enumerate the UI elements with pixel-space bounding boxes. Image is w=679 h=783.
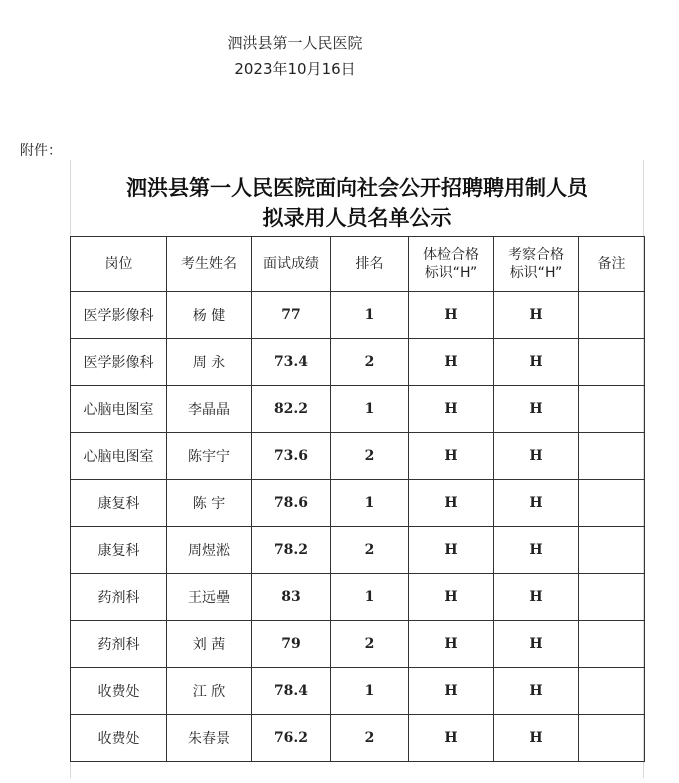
cell-name: 王远壘 [167, 574, 252, 621]
header-rank: 排名 [331, 237, 409, 292]
cell-remarks [579, 715, 645, 762]
cell-rank: 2 [331, 433, 409, 480]
table-row [71, 433, 645, 480]
cell-score: 73.6 [252, 433, 331, 480]
header-physical-line1: 体检合格 [423, 247, 479, 263]
cell-rank: 2 [331, 527, 409, 574]
cell-position: 康复科 [71, 527, 167, 574]
cell-rank: 2 [331, 339, 409, 386]
cell-rank: 1 [331, 480, 409, 527]
header-score: 面试成绩 [252, 237, 331, 292]
cell-remarks [579, 480, 645, 527]
cell-review: H [494, 433, 579, 480]
cell-review: H [494, 386, 579, 433]
cell-score: 78.6 [252, 480, 331, 527]
table-header-row [71, 237, 645, 292]
cell-review: H [494, 527, 579, 574]
header-position: 岗位 [71, 237, 167, 292]
issue-date: 2023年10月16日 [234, 60, 356, 78]
header-remarks: 备注 [579, 237, 645, 292]
cell-review: H [494, 339, 579, 386]
cell-remarks [579, 527, 645, 574]
cell-name: 周煜淞 [167, 527, 252, 574]
cell-physical: H [409, 527, 494, 574]
cell-rank: 1 [331, 292, 409, 339]
cell-review: H [494, 715, 579, 762]
header-name: 考生姓名 [167, 237, 252, 292]
header-review-line2: 标识“H” [509, 265, 563, 281]
cell-physical: H [409, 386, 494, 433]
cell-score: 78.4 [252, 668, 331, 715]
table-row [71, 386, 645, 433]
table-row [71, 527, 645, 574]
cell-score: 83 [252, 574, 331, 621]
cell-name: 江 欣 [167, 668, 252, 715]
header-physical [409, 237, 494, 292]
cell-rank: 1 [331, 386, 409, 433]
cell-remarks [579, 292, 645, 339]
cell-name: 刘 茜 [167, 621, 252, 668]
cell-position: 医学影像科 [71, 339, 167, 386]
cell-score: 73.4 [252, 339, 331, 386]
cell-rank: 1 [331, 574, 409, 621]
cell-position: 心脑电图室 [71, 433, 167, 480]
cell-name: 杨 健 [167, 292, 252, 339]
cell-name: 李晶晶 [167, 386, 252, 433]
cell-score: 77 [252, 292, 331, 339]
cell-remarks [579, 621, 645, 668]
cell-position: 医学影像科 [71, 292, 167, 339]
cell-remarks [579, 386, 645, 433]
cell-physical: H [409, 292, 494, 339]
table-row [71, 715, 645, 762]
cell-physical: H [409, 433, 494, 480]
cell-name: 周 永 [167, 339, 252, 386]
cell-position: 心脑电图室 [71, 386, 167, 433]
attachment-label: 附件： [20, 143, 62, 159]
cell-review: H [494, 621, 579, 668]
table-row [71, 574, 645, 621]
cell-physical: H [409, 574, 494, 621]
cell-position: 收费处 [71, 715, 167, 762]
cell-rank: 2 [331, 621, 409, 668]
cell-physical: H [409, 339, 494, 386]
cell-position: 药剂科 [71, 574, 167, 621]
cell-name: 陈宇宁 [167, 433, 252, 480]
cell-review: H [494, 668, 579, 715]
header-review-line1: 考察合格 [508, 247, 564, 263]
table-row [71, 621, 645, 668]
cell-physical: H [409, 715, 494, 762]
cell-position: 康复科 [71, 480, 167, 527]
cell-position: 收费处 [71, 668, 167, 715]
document-title-line2: 拟录用人员名单公示 [262, 205, 452, 230]
cell-score: 79 [252, 621, 331, 668]
cell-score: 78.2 [252, 527, 331, 574]
cell-physical: H [409, 621, 494, 668]
cell-name: 陈 宇 [167, 480, 252, 527]
cell-review: H [494, 574, 579, 621]
cell-review: H [494, 480, 579, 527]
cell-score: 76.2 [252, 715, 331, 762]
cell-physical: H [409, 480, 494, 527]
cell-rank: 1 [331, 668, 409, 715]
table-row [71, 668, 645, 715]
candidate-table [70, 236, 645, 762]
cell-remarks [579, 339, 645, 386]
header-physical-line2: 标识“H” [424, 265, 478, 281]
table-body [71, 292, 645, 762]
document-title-line1: 泗洪县第一人民医院面向社会公开招聘聘用制人员 [126, 175, 588, 200]
cell-remarks [579, 668, 645, 715]
table-row [71, 339, 645, 386]
cell-physical: H [409, 668, 494, 715]
table-row [71, 292, 645, 339]
cell-position: 药剂科 [71, 621, 167, 668]
cell-remarks [579, 574, 645, 621]
cell-rank: 2 [331, 715, 409, 762]
cell-remarks [579, 433, 645, 480]
cell-score: 82.2 [252, 386, 331, 433]
cell-name: 朱春景 [167, 715, 252, 762]
issuer-name: 泗洪县第一人民医院 [227, 34, 363, 52]
cell-review: H [494, 292, 579, 339]
table-row [71, 480, 645, 527]
header-review [494, 237, 579, 292]
